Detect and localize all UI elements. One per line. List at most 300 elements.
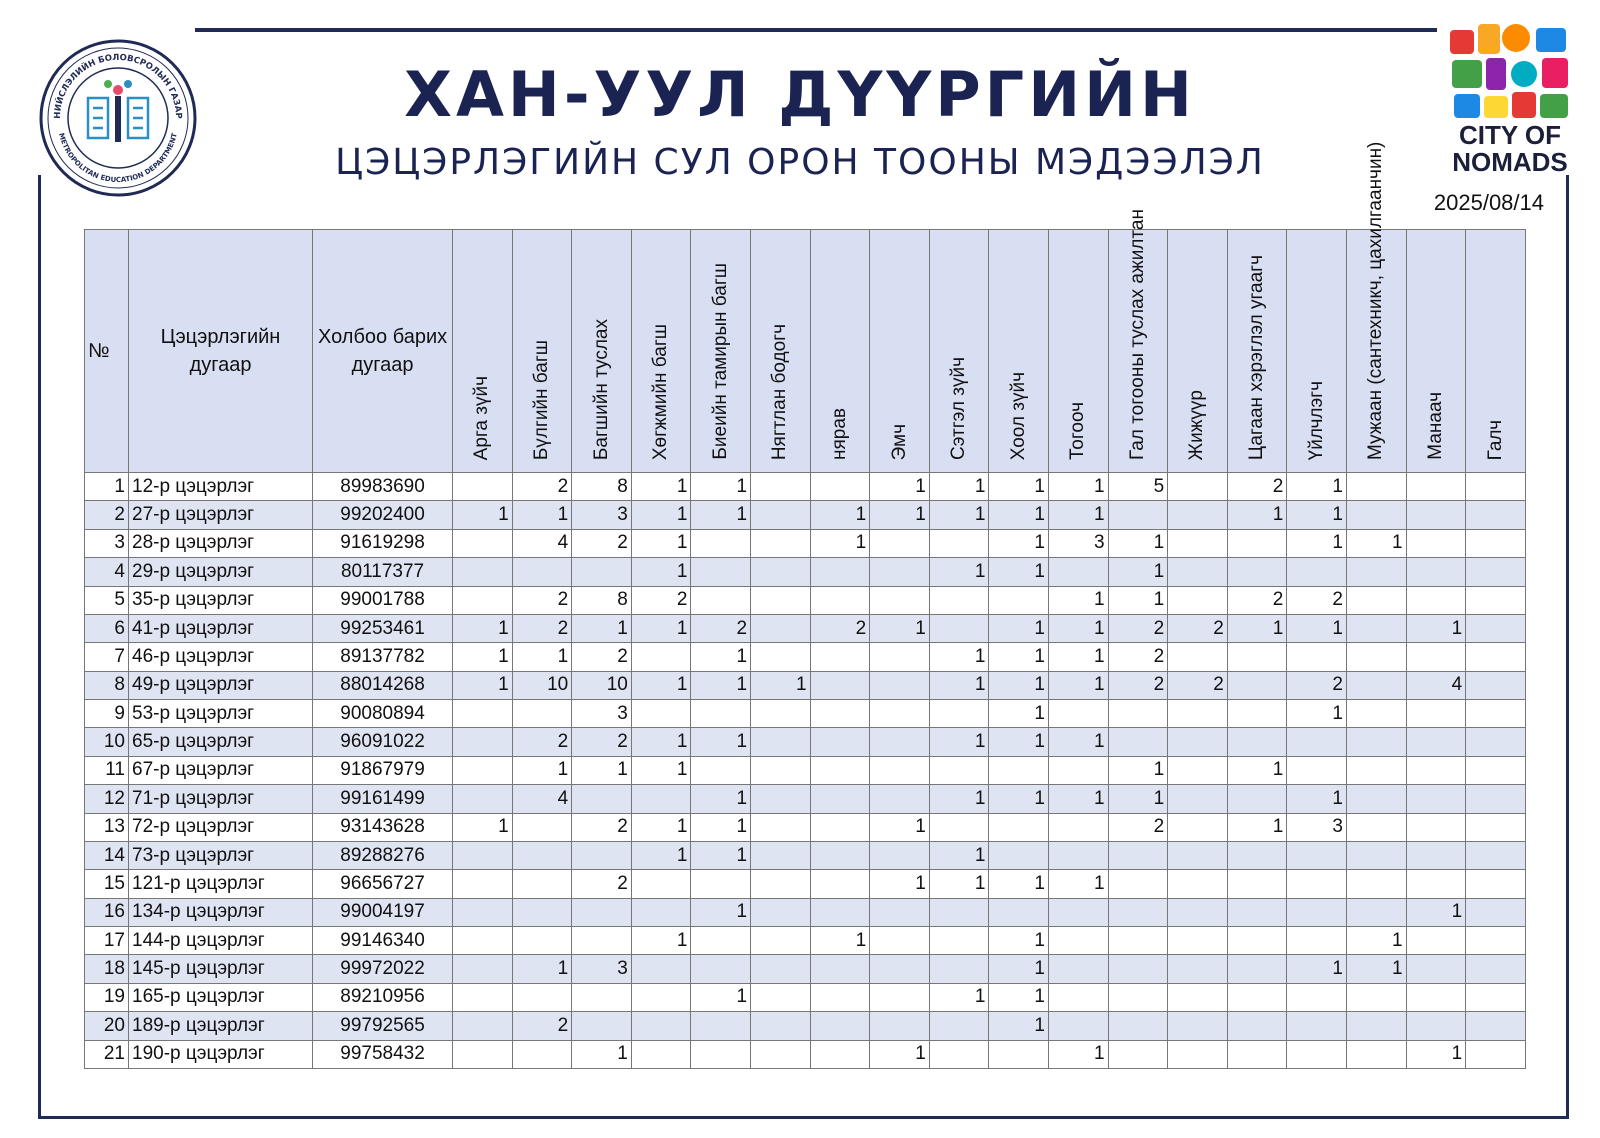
contact-phone: 99972022 (313, 955, 453, 983)
vacancy-count (1227, 785, 1287, 813)
vacancy-count: 1 (1048, 643, 1108, 671)
vacancy-count: 1 (631, 473, 691, 501)
vacancy-count: 1 (989, 529, 1049, 557)
vacancy-count: 1 (989, 501, 1049, 529)
vacancy-count (870, 558, 930, 586)
vacancy-count (512, 1040, 572, 1069)
vacancy-count: 1 (1108, 586, 1168, 614)
vacancy-count (751, 529, 811, 557)
vacancy-count: 2 (512, 473, 572, 501)
contact-phone: 99001788 (313, 586, 453, 614)
vacancy-count (453, 473, 513, 501)
vacancy-count (691, 558, 751, 586)
vacancy-count (1048, 898, 1108, 926)
vacancy-count: 1 (1048, 586, 1108, 614)
vacancy-count: 2 (512, 586, 572, 614)
vacancy-count (572, 898, 632, 926)
page-title: ХАН-УУЛ ДҮҮРГИЙН (404, 58, 1196, 131)
vacancy-count (1346, 983, 1406, 1011)
vacancy-count (1406, 728, 1466, 756)
vacancy-count: 2 (631, 586, 691, 614)
row-number: 15 (85, 870, 129, 898)
frame-right-line (1566, 175, 1569, 1119)
vacancy-count: 1 (1287, 955, 1347, 983)
vacancy-count (1406, 586, 1466, 614)
vacancy-count (751, 473, 811, 501)
vacancy-count (1287, 870, 1347, 898)
vacancy-count (751, 927, 811, 955)
vacancy-count (512, 870, 572, 898)
vacancy-count: 1 (572, 756, 632, 784)
vacancy-count (810, 1012, 870, 1040)
col-header-position (1108, 209, 1168, 473)
vacancy-count (1048, 700, 1108, 728)
vacancy-count: 1 (870, 473, 930, 501)
vacancy-count (1287, 1012, 1347, 1040)
vacancy-count (1406, 813, 1466, 841)
contact-phone: 90080894 (313, 700, 453, 728)
vacancy-count (870, 643, 930, 671)
vacancy-count (751, 756, 811, 784)
table-row (85, 813, 1526, 841)
vacancy-count (1227, 558, 1287, 586)
table-row (85, 756, 1526, 784)
vacancy-count: 1 (1048, 473, 1108, 501)
table-row (85, 955, 1526, 983)
seal-text-bottom: METROPOLITAN EDUCATION DEPARTMENT (57, 132, 179, 185)
kindergarten-name: 35-р цэцэрлэг (129, 586, 313, 614)
vacancy-count (1108, 1040, 1168, 1069)
vacancy-count (1168, 898, 1228, 926)
vacancy-count: 10 (572, 671, 632, 699)
vacancy-count (1346, 501, 1406, 529)
col-header-position (929, 230, 989, 473)
vacancy-count (1227, 643, 1287, 671)
col-header-position (1466, 230, 1526, 473)
col-header-position-label: Тогооч (1067, 402, 1089, 460)
row-number: 17 (85, 927, 129, 955)
vacancy-count (1346, 785, 1406, 813)
col-header-position (1406, 230, 1466, 473)
table-row (85, 1040, 1526, 1069)
vacancy-count (870, 898, 930, 926)
vacancy-count (810, 671, 870, 699)
vacancy-count (751, 841, 811, 869)
vacancy-count (810, 586, 870, 614)
vacancy-count: 1 (870, 501, 930, 529)
vacancy-count (810, 785, 870, 813)
vacancy-count (810, 643, 870, 671)
contact-phone: 89137782 (313, 643, 453, 671)
contact-phone: 89210956 (313, 983, 453, 1011)
table-row (85, 558, 1526, 586)
kindergarten-name: 49-р цэцэрлэг (129, 671, 313, 699)
vacancy-count (1406, 529, 1466, 557)
vacancy-count: 1 (989, 785, 1049, 813)
vacancy-count (512, 927, 572, 955)
vacancy-count (453, 927, 513, 955)
vacancy-count (1168, 529, 1228, 557)
vacancy-count (1466, 813, 1526, 841)
vacancy-count (691, 700, 751, 728)
vacancy-count (1227, 983, 1287, 1011)
contact-phone: 96656727 (313, 870, 453, 898)
vacancy-count: 8 (572, 473, 632, 501)
vacancy-count: 2 (1168, 671, 1228, 699)
nomads-line-2: NOMADS (1452, 147, 1568, 177)
vacancy-count (929, 756, 989, 784)
col-header-position-label: Гал тогооны туслах ажилтан (1126, 209, 1148, 460)
vacancy-count (810, 813, 870, 841)
vacancy-count (1108, 870, 1168, 898)
vacancy-count (691, 529, 751, 557)
vacancy-count (1466, 529, 1526, 557)
vacancy-count (453, 870, 513, 898)
table-row (85, 671, 1526, 699)
vacancy-count (631, 955, 691, 983)
vacancy-count (1287, 841, 1347, 869)
vacancy-count (512, 898, 572, 926)
vacancy-count (810, 841, 870, 869)
vacancy-count (1466, 927, 1526, 955)
vacancy-count (870, 756, 930, 784)
vacancy-count: 1 (691, 813, 751, 841)
vacancy-count (751, 728, 811, 756)
vacancy-count (810, 756, 870, 784)
vacancy-count (989, 1040, 1049, 1069)
kindergarten-name: 134-р цэцэрлэг (129, 898, 313, 926)
vacancy-count: 1 (1108, 756, 1168, 784)
vacancy-count: 1 (989, 870, 1049, 898)
vacancy-count (1108, 501, 1168, 529)
vacancy-count (1406, 700, 1466, 728)
col-header-position (1168, 230, 1228, 473)
vacancy-count: 1 (1048, 671, 1108, 699)
table-header-row (85, 230, 1526, 473)
vacancy-count (1466, 841, 1526, 869)
vacancy-count: 1 (989, 614, 1049, 642)
contact-phone: 99202400 (313, 501, 453, 529)
contact-phone: 99161499 (313, 785, 453, 813)
col-header-position (1227, 230, 1287, 473)
vacancy-count (751, 785, 811, 813)
vacancy-count (1108, 927, 1168, 955)
vacancy-count (751, 700, 811, 728)
vacancy-count (1227, 1040, 1287, 1069)
vacancy-count (1346, 614, 1406, 642)
vacancy-count: 2 (1168, 614, 1228, 642)
vacancy-count (1346, 586, 1406, 614)
vacancy-count: 1 (572, 1040, 632, 1069)
vacancy-count (870, 785, 930, 813)
vacancy-count (751, 614, 811, 642)
frame-bottom-line (38, 1116, 1569, 1119)
table-row (85, 529, 1526, 557)
vacancy-count: 1 (631, 501, 691, 529)
vacancy-count (453, 955, 513, 983)
vacancy-count (1227, 841, 1287, 869)
row-number: 21 (85, 1040, 129, 1069)
table-row (85, 728, 1526, 756)
row-number: 10 (85, 728, 129, 756)
row-number: 13 (85, 813, 129, 841)
vacancy-count (1168, 586, 1228, 614)
vacancy-count (1168, 927, 1228, 955)
vacancy-count: 1 (1406, 898, 1466, 926)
row-number: 14 (85, 841, 129, 869)
vacancy-count: 1 (691, 983, 751, 1011)
vacancy-count (1346, 558, 1406, 586)
row-number: 1 (85, 473, 129, 501)
col-header-position-label: Нягтлан бодогч (769, 323, 791, 460)
vacancy-count: 1 (631, 558, 691, 586)
vacancy-count: 4 (512, 529, 572, 557)
vacancy-count (1406, 785, 1466, 813)
vacancy-count (989, 813, 1049, 841)
vacancy-count: 1 (512, 501, 572, 529)
vacancy-count (1227, 870, 1287, 898)
vacancy-count (1168, 756, 1228, 784)
vacancy-count (631, 1040, 691, 1069)
kindergarten-name: 46-р цэцэрлэг (129, 643, 313, 671)
vacancy-count (870, 983, 930, 1011)
vacancy-count (1168, 473, 1228, 501)
vacancy-count: 1 (691, 898, 751, 926)
table-row (85, 1012, 1526, 1040)
vacancy-count (1406, 756, 1466, 784)
vacancy-count: 2 (512, 728, 572, 756)
vacancy-count (751, 558, 811, 586)
col-header-phone: Холбоо барих дугаар (313, 230, 453, 473)
vacancy-count: 1 (929, 501, 989, 529)
vacancy-count (751, 898, 811, 926)
vacancy-count: 1 (1108, 785, 1168, 813)
vacancy-count: 2 (810, 614, 870, 642)
vacancy-count (751, 813, 811, 841)
vacancy-count (691, 1040, 751, 1069)
frame-left-line (38, 175, 41, 1119)
vacancy-count: 1 (989, 1012, 1049, 1040)
vacancy-count: 4 (512, 785, 572, 813)
vacancy-count: 1 (929, 841, 989, 869)
vacancy-count (1108, 955, 1168, 983)
vacancy-count (1287, 728, 1347, 756)
vacancy-count: 1 (453, 614, 513, 642)
vacancy-count (691, 955, 751, 983)
vacancy-count (1168, 1040, 1228, 1069)
col-header-position-label: Багшийн туслах (590, 318, 612, 460)
vacancy-count (1346, 1012, 1406, 1040)
vacancy-count: 3 (572, 955, 632, 983)
row-number: 16 (85, 898, 129, 926)
vacancy-count (1108, 728, 1168, 756)
table-row (85, 700, 1526, 728)
kindergarten-name: 29-р цэцэрлэг (129, 558, 313, 586)
vacancy-count (1168, 1012, 1228, 1040)
nomads-line-1: CITY OF (1458, 120, 1562, 150)
vacancy-count: 1 (870, 614, 930, 642)
vacancy-count (989, 898, 1049, 926)
vacancy-count: 1 (929, 870, 989, 898)
col-header-position (1048, 230, 1108, 473)
vacancy-count (453, 841, 513, 869)
row-number: 2 (85, 501, 129, 529)
vacancy-count: 2 (691, 614, 751, 642)
vacancy-count (1466, 785, 1526, 813)
vacancy-count (1227, 671, 1287, 699)
vacancy-count: 1 (1108, 529, 1168, 557)
vacancy-count: 1 (1227, 501, 1287, 529)
table-row (85, 473, 1526, 501)
vacancy-count: 2 (572, 643, 632, 671)
vacancy-count (572, 558, 632, 586)
kindergarten-name: 145-р цэцэрлэг (129, 955, 313, 983)
col-header-kindergarten: Цэцэрлэгийн дугаар (129, 230, 313, 473)
vacancy-count: 1 (631, 841, 691, 869)
table-row (85, 501, 1526, 529)
vacancy-count: 1 (1406, 614, 1466, 642)
vacancy-count: 1 (1048, 501, 1108, 529)
vacancy-count: 1 (929, 785, 989, 813)
table-row (85, 841, 1526, 869)
table-row (85, 614, 1526, 642)
contact-phone: 99253461 (313, 614, 453, 642)
vacancy-count (1406, 927, 1466, 955)
vacancy-count (929, 1040, 989, 1069)
vacancy-count: 1 (1287, 473, 1347, 501)
vacancy-count: 1 (453, 643, 513, 671)
vacancy-count (751, 983, 811, 1011)
vacancy-count (1466, 955, 1526, 983)
vacancy-count: 2 (572, 813, 632, 841)
vacancy-count (1108, 841, 1168, 869)
vacancy-count: 1 (631, 756, 691, 784)
col-header-position (691, 230, 751, 473)
kindergarten-name: 28-р цэцэрлэг (129, 529, 313, 557)
vacancy-count (453, 728, 513, 756)
vacancy-count (1406, 1012, 1466, 1040)
vacancy-count: 1 (870, 813, 930, 841)
vacancy-count (1108, 898, 1168, 926)
kindergarten-name: 189-р цэцэрлэг (129, 1012, 313, 1040)
vacancy-count: 1 (453, 813, 513, 841)
vacancy-count (1048, 813, 1108, 841)
vacancy-count: 1 (1108, 558, 1168, 586)
vacancy-count (453, 1012, 513, 1040)
vacancy-count (1168, 841, 1228, 869)
col-header-position-label: Сэтгэл зүйч (948, 357, 970, 460)
vacancy-count: 1 (631, 671, 691, 699)
vacancy-count (810, 983, 870, 1011)
vacancy-count (1168, 870, 1228, 898)
table-row (85, 898, 1526, 926)
row-number: 6 (85, 614, 129, 642)
col-header-position-label: Эмч (888, 423, 910, 460)
vacancy-count: 1 (453, 501, 513, 529)
col-header-position (1287, 230, 1347, 473)
contact-phone: 99758432 (313, 1040, 453, 1069)
vacancy-count: 3 (572, 700, 632, 728)
table-row (85, 983, 1526, 1011)
vacancy-count: 1 (989, 643, 1049, 671)
vacancy-count: 1 (1048, 785, 1108, 813)
vacancy-count (1466, 728, 1526, 756)
vacancy-count (572, 927, 632, 955)
vacancy-count (870, 586, 930, 614)
vacancy-count: 1 (989, 558, 1049, 586)
vacancy-count: 2 (1108, 643, 1168, 671)
row-number: 20 (85, 1012, 129, 1040)
vacancy-count (1168, 501, 1228, 529)
vacancy-count: 2 (572, 870, 632, 898)
vacancy-count (810, 1040, 870, 1069)
vacancy-count (751, 643, 811, 671)
row-number: 19 (85, 983, 129, 1011)
vacancy-count (572, 785, 632, 813)
vacancy-count: 2 (512, 1012, 572, 1040)
education-department-seal-logo (38, 38, 198, 198)
vacancy-count (929, 614, 989, 642)
vacancy-count (1466, 501, 1526, 529)
row-number: 3 (85, 529, 129, 557)
vacancy-count: 1 (810, 501, 870, 529)
table-row (85, 785, 1526, 813)
vacancy-count: 1 (453, 671, 513, 699)
contact-phone: 89983690 (313, 473, 453, 501)
kindergarten-name: 12-р цэцэрлэг (129, 473, 313, 501)
table-row (85, 643, 1526, 671)
vacancy-count (1346, 756, 1406, 784)
kindergarten-name: 121-р цэцэрлэг (129, 870, 313, 898)
vacancy-count (512, 983, 572, 1011)
vacancy-count: 1 (929, 558, 989, 586)
vacancy-count (1108, 700, 1168, 728)
contact-phone: 96091022 (313, 728, 453, 756)
col-header-position-label: Биеийн тамирын багш (709, 263, 731, 460)
vacancy-count (1406, 955, 1466, 983)
vacancy-count (1048, 1012, 1108, 1040)
vacancy-count: 3 (1287, 813, 1347, 841)
table-row (85, 870, 1526, 898)
vacancy-count: 1 (691, 671, 751, 699)
vacancy-count (1406, 643, 1466, 671)
vacancy-count (572, 841, 632, 869)
col-header-position-label: Хоол зүйч (1007, 371, 1029, 460)
col-header-position-label: Цагаан хэрэглэл угаагч (1246, 254, 1268, 460)
vacancy-count: 1 (691, 501, 751, 529)
vacancy-count (751, 1012, 811, 1040)
vacancy-count (1466, 756, 1526, 784)
col-header-position (870, 230, 930, 473)
vacancy-count: 2 (512, 614, 572, 642)
vacancy-count: 2 (1287, 671, 1347, 699)
vacancy-count (1168, 558, 1228, 586)
vacancy-count (1287, 898, 1347, 926)
vacancy-count: 1 (1287, 614, 1347, 642)
vacancy-count (1346, 870, 1406, 898)
vacancy-count: 1 (631, 728, 691, 756)
vacancy-count (1048, 558, 1108, 586)
vacancy-count (1466, 898, 1526, 926)
vacancy-count (751, 501, 811, 529)
vacancy-count: 1 (631, 927, 691, 955)
vacancy-count: 1 (631, 614, 691, 642)
vacancy-count: 1 (929, 643, 989, 671)
vacancy-count: 1 (751, 671, 811, 699)
col-header-position-label: Үйлчлэгч (1305, 380, 1327, 460)
vacancy-count (453, 586, 513, 614)
vacancy-count (1406, 870, 1466, 898)
